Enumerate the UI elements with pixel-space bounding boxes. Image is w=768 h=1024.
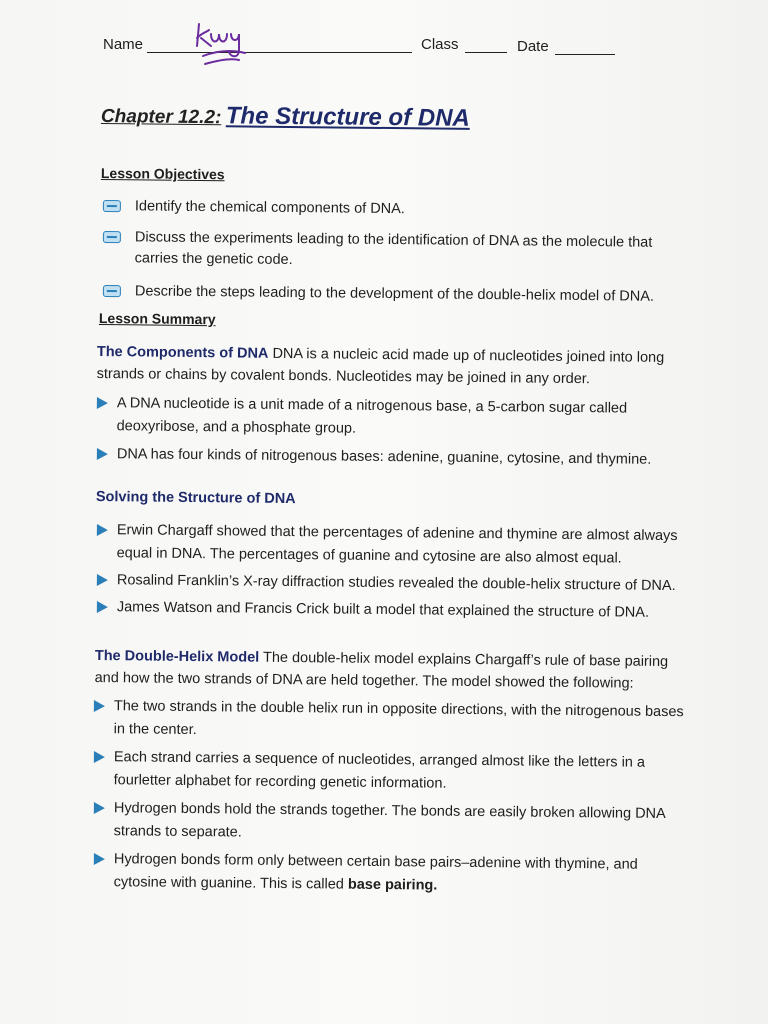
- date-label: Date: [517, 38, 549, 55]
- bullet-arrow-icon: [97, 448, 108, 460]
- bullet-item: [97, 519, 697, 571]
- objective-text: Discuss the experiments leading to the identification of DNA as the molecule that carries the genetic code.: [134, 229, 653, 268]
- objective-item: [103, 227, 683, 275]
- bullet-arrow-icon: [94, 751, 105, 763]
- bullet-text: Each strand carries a sequence of nucleotides, arranged almost like the letters in a fourletter alphabet for recording genetic information.: [113, 749, 646, 792]
- bullet-item: [97, 392, 657, 444]
- chapter-number: Chapter 12.2:: [100, 106, 222, 129]
- handwritten-name-signature: [193, 20, 263, 75]
- bullet-text-main: Hydrogen bonds form only between certain base pairs–adenine with thymine, and cytosine with guanine. This is called: [113, 851, 638, 893]
- bullet-text: A DNA nucleotide is a unit made of a nitrogenous base, a 5-carbon sugar called deoxyribose, and a phosphate group.: [116, 395, 628, 437]
- bullet-arrow-icon: [97, 397, 108, 409]
- components-lead: The Components of DNA: [96, 343, 269, 362]
- bullet-text: [114, 848, 684, 900]
- bullet-item: [94, 746, 684, 798]
- bullet-arrow-icon: [94, 700, 105, 712]
- bullet-item: [97, 443, 697, 472]
- class-label: Class: [421, 36, 459, 53]
- components-paragraph: [97, 341, 697, 391]
- objective-item: [103, 281, 703, 308]
- bullet-text: Erwin Chargaff showed that the percentages of adenine and thymine are almost always equal in DNA. The percentages of guanine and cytosine are also almost equal.: [116, 522, 678, 567]
- solving-heading: Solving the Structure of DNA: [95, 489, 296, 508]
- chapter-name: The Structure of DNA: [225, 102, 470, 132]
- bullet-arrow-icon: [94, 853, 105, 865]
- objective-icon: [103, 231, 121, 243]
- bullet-arrow-icon: [97, 574, 108, 586]
- class-line: [465, 52, 507, 53]
- name-line: [147, 52, 412, 53]
- summary-heading: Lesson Summary: [98, 310, 216, 328]
- chapter-title: [101, 101, 470, 133]
- bullet-item: [94, 848, 684, 900]
- components-text: DNA is a nucleic acid made up of nucleotides joined into long strands or chains by covalent bonds. Nucleotides may be joined in any order.: [96, 345, 665, 388]
- bullet-arrow-icon: [94, 802, 105, 814]
- model-paragraph: [95, 645, 695, 695]
- bullet-arrow-icon: [97, 524, 108, 536]
- bullet-text: DNA has four kinds of nitrogenous bases: adenine, guanine, cytosine, and thymine.: [116, 446, 652, 468]
- objective-text: Identify the chemical components of DNA.: [134, 198, 405, 218]
- objective-icon: [103, 200, 121, 212]
- bullet-arrow-icon: [97, 601, 108, 613]
- bullet-text: Hydrogen bonds hold the strands together. The bonds are easily broken allowing DNA strands to separate.: [113, 800, 666, 841]
- name-label: Name: [103, 36, 144, 53]
- model-lead: The Double-Helix Model: [94, 647, 260, 666]
- header-row: [103, 30, 623, 80]
- objectives-heading: Lesson Objectives: [100, 165, 225, 183]
- bullet-item: [97, 569, 697, 598]
- bullet-item: [94, 797, 694, 849]
- bullet-item: [94, 695, 684, 747]
- bullet-item: [97, 596, 697, 625]
- objective-text: Describe the steps leading to the development of the double-helix model of DNA.: [134, 283, 655, 305]
- objective-item: [103, 196, 703, 223]
- date-line: [555, 54, 615, 55]
- objective-icon: [103, 285, 121, 297]
- bullet-text: Rosalind Franklin’s X-ray diffraction studies revealed the double-helix structure of DNA.: [116, 572, 676, 595]
- model-text: The double-helix model explains Chargaff’s rule of base pairing and how the two strands of DNA are held together. The model showed the following:: [94, 649, 669, 692]
- bullet-text: The two strands in the double helix run in opposite directions, with the nitrogenous bases in the center.: [113, 698, 684, 739]
- bullet-text: James Watson and Francis Crick built a model that explained the structure of DNA.: [116, 599, 650, 621]
- base-pairing-term: base pairing.: [347, 876, 438, 894]
